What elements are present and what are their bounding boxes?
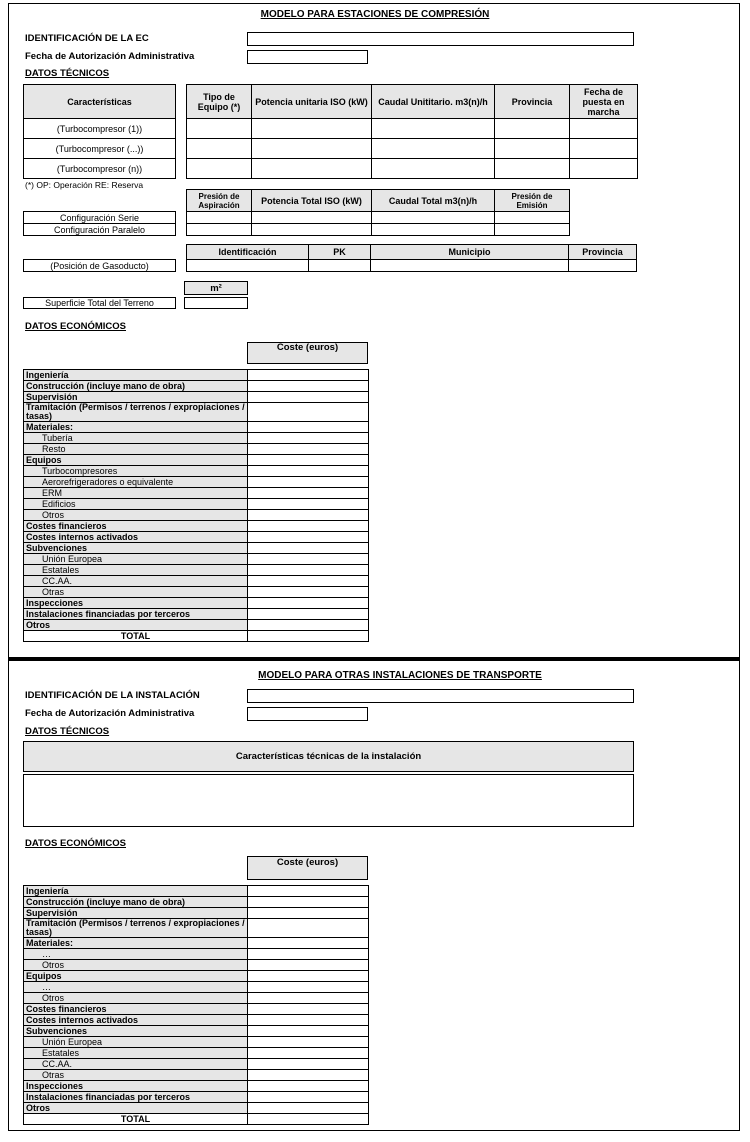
- cost-value-cell[interactable]: [248, 466, 369, 477]
- header-provincia: Provincia: [495, 85, 570, 119]
- cost-value-cell[interactable]: [248, 960, 369, 971]
- turbo-cell[interactable]: [570, 139, 638, 159]
- ec-datos-tecnicos: DATOS TÉCNICOS: [25, 68, 110, 79]
- cost-row-label: Otros: [24, 960, 248, 971]
- cost-value-cell[interactable]: [248, 982, 369, 993]
- header-fecha-marcha: Fecha de puesta en marcha: [570, 85, 638, 119]
- cost-row: [24, 392, 369, 403]
- cost-row-label: Tramitación (Permisos / terrenos / expropiaciones / tasas): [24, 403, 248, 422]
- turbo-cell[interactable]: [570, 159, 638, 179]
- ec-coste-header: Coste (euros): [247, 342, 368, 364]
- header-presion-emision: Presión de Emisión: [495, 190, 570, 212]
- header-potencia-total: Potencia Total ISO (kW): [252, 190, 372, 212]
- cost-row: [24, 1103, 369, 1114]
- turbo-cell[interactable]: [495, 159, 570, 179]
- header-municipio: Municipio: [371, 245, 569, 260]
- turbo-cell[interactable]: [187, 119, 252, 139]
- cost-row: [24, 1114, 369, 1125]
- cost-value-cell[interactable]: [248, 631, 369, 642]
- cost-value-cell[interactable]: [248, 444, 369, 455]
- posicion-gasoducto-label: (Posición de Gasoducto): [24, 260, 176, 272]
- cost-row: [24, 433, 369, 444]
- cost-value-cell[interactable]: [248, 543, 369, 554]
- cost-row-label: Equipos: [24, 455, 248, 466]
- cost-row: [24, 609, 369, 620]
- turbo-cell[interactable]: [252, 139, 372, 159]
- cost-value-cell[interactable]: [248, 1004, 369, 1015]
- ec-tech-table: [23, 84, 638, 179]
- cost-value-cell[interactable]: [248, 1026, 369, 1037]
- cost-value-cell[interactable]: [248, 403, 369, 422]
- cost-row-label: Instalaciones financiadas por terceros: [24, 609, 248, 620]
- cost-value-cell[interactable]: [248, 510, 369, 521]
- config-cell[interactable]: [372, 224, 495, 236]
- cost-row-label: TOTAL: [24, 1114, 248, 1125]
- header-tipo-equipo: Tipo de Equipo (*): [187, 85, 252, 119]
- cost-row: [24, 1048, 369, 1059]
- cost-row: [24, 1004, 369, 1015]
- cost-row-label: Otros: [24, 620, 248, 631]
- cost-row-label: Inspecciones: [24, 1081, 248, 1092]
- turbo-cell[interactable]: [252, 159, 372, 179]
- turbo-cell[interactable]: [495, 119, 570, 139]
- config-serie-label: Configuración Serie: [24, 212, 176, 224]
- cost-row: [24, 938, 369, 949]
- cost-value-cell[interactable]: [248, 1103, 369, 1114]
- cost-row-label: Edificios: [24, 499, 248, 510]
- position-cell[interactable]: [569, 260, 637, 272]
- cost-row-label: Otras: [24, 587, 248, 598]
- cost-row-label: Materiales:: [24, 938, 248, 949]
- ec-config-table: [23, 189, 570, 236]
- cost-value-cell[interactable]: [248, 886, 369, 897]
- cost-value-cell[interactable]: [248, 1092, 369, 1103]
- header-presion-aspiracion: Presión de Aspiración: [187, 190, 252, 212]
- config-cell[interactable]: [372, 212, 495, 224]
- cost-value-cell[interactable]: [248, 565, 369, 576]
- cost-value-cell[interactable]: [248, 971, 369, 982]
- position-cell[interactable]: [371, 260, 569, 272]
- cost-row-label: Inspecciones: [24, 598, 248, 609]
- otras-coste-header: Coste (euros): [247, 856, 368, 880]
- otras-datos-tecnicos: DATOS TÉCNICOS: [25, 726, 110, 737]
- cost-row: [24, 993, 369, 1004]
- otras-caracteristicas-header: Características técnicas de la instalación: [23, 741, 634, 772]
- cost-row-label: CC.AA.: [24, 576, 248, 587]
- cost-row-label: CC.AA.: [24, 1059, 248, 1070]
- cost-value-cell[interactable]: [248, 521, 369, 532]
- cost-row: [24, 455, 369, 466]
- cost-row-label: ERM: [24, 488, 248, 499]
- turbo-cell[interactable]: [372, 159, 495, 179]
- ec-title: MODELO PARA ESTACIONES DE COMPRESIÓN: [260, 9, 490, 20]
- cost-row: [24, 1026, 369, 1037]
- cost-row: [24, 908, 369, 919]
- cost-value-cell[interactable]: [248, 1070, 369, 1081]
- cost-value-cell[interactable]: [248, 1037, 369, 1048]
- otras-fecha-label: Fecha de Autorización Administrativa: [25, 708, 195, 719]
- cost-row-label: Equipos: [24, 971, 248, 982]
- cost-row-label: Unión Europea: [24, 554, 248, 565]
- cost-row-label: Aerorefrigeradores o equivalente: [24, 477, 248, 488]
- cost-row: [24, 1081, 369, 1092]
- cost-value-cell[interactable]: [248, 587, 369, 598]
- cost-row: [24, 576, 369, 587]
- ec-id-input[interactable]: [247, 32, 634, 46]
- cost-row-label: Otros: [24, 1103, 248, 1114]
- cost-row-label: Materiales:: [24, 422, 248, 433]
- ec-position-table: [23, 244, 637, 272]
- superficie-label: Superficie Total del Terreno: [23, 297, 176, 309]
- cost-row: [24, 532, 369, 543]
- cost-row-label: Subvenciones: [24, 543, 248, 554]
- cost-row: [24, 949, 369, 960]
- cost-row-label: Tramitación (Permisos / terrenos / expropiaciones / tasas): [24, 919, 248, 938]
- cost-row-label: …: [24, 949, 248, 960]
- ec-id-label: IDENTIFICACIÓN DE LA EC: [25, 33, 149, 44]
- cost-value-cell[interactable]: [248, 370, 369, 381]
- cost-row-label: …: [24, 982, 248, 993]
- cost-value-cell[interactable]: [248, 993, 369, 1004]
- cost-row: [24, 960, 369, 971]
- header-identificacion: Identificación: [187, 245, 309, 260]
- cost-row: [24, 1037, 369, 1048]
- turbo-cell[interactable]: [187, 139, 252, 159]
- cost-value-cell[interactable]: [248, 576, 369, 587]
- cost-row-label: Otras: [24, 1070, 248, 1081]
- cost-row: [24, 488, 369, 499]
- cost-row-label: Ingeniería: [24, 370, 248, 381]
- header-m2: m²: [184, 281, 248, 295]
- otras-cost-table: [23, 885, 369, 1125]
- otras-fecha-input[interactable]: [247, 707, 368, 721]
- cost-row-label: Estatales: [24, 565, 248, 576]
- cost-value-cell[interactable]: [248, 554, 369, 565]
- cost-row-label: Unión Europea: [24, 1037, 248, 1048]
- turbo-cell[interactable]: [495, 139, 570, 159]
- cost-row-label: Costes financieros: [24, 521, 248, 532]
- cost-value-cell[interactable]: [248, 1059, 369, 1070]
- config-cell[interactable]: [252, 224, 372, 236]
- ec-fecha-input[interactable]: [247, 50, 368, 64]
- ec-cost-table: [23, 369, 369, 642]
- turbo-row-label: (Turbocompresor (n)): [24, 159, 176, 179]
- cost-row: [24, 587, 369, 598]
- cost-row: [24, 598, 369, 609]
- cost-value-cell[interactable]: [248, 949, 369, 960]
- cost-value-cell[interactable]: [248, 1114, 369, 1125]
- cost-value-cell[interactable]: [248, 1048, 369, 1059]
- turbo-cell[interactable]: [372, 119, 495, 139]
- cost-value-cell[interactable]: [248, 488, 369, 499]
- section-divider: [8, 658, 740, 660]
- cost-value-cell[interactable]: [248, 897, 369, 908]
- position-cell[interactable]: [309, 260, 371, 272]
- cost-value-cell[interactable]: [248, 532, 369, 543]
- config-cell[interactable]: [187, 212, 252, 224]
- cost-row: [24, 554, 369, 565]
- cost-row: [24, 543, 369, 554]
- cost-row-label: Costes internos activados: [24, 1015, 248, 1026]
- cost-row: [24, 477, 369, 488]
- cost-value-cell[interactable]: [248, 908, 369, 919]
- cost-row-label: Costes internos activados: [24, 532, 248, 543]
- cost-row-label: Instalaciones financiadas por terceros: [24, 1092, 248, 1103]
- turbo-cell[interactable]: [372, 139, 495, 159]
- cost-row: [24, 521, 369, 532]
- superficie-input[interactable]: [184, 297, 248, 309]
- cost-row-label: Construcción (incluye mano de obra): [24, 897, 248, 908]
- cost-row: [24, 499, 369, 510]
- header-potencia-unitaria: Potencia unitaria ISO (kW): [252, 85, 372, 119]
- cost-value-cell[interactable]: [248, 422, 369, 433]
- cost-row: [24, 1059, 369, 1070]
- cost-row: [24, 403, 369, 422]
- cost-value-cell[interactable]: [248, 938, 369, 949]
- cost-value-cell[interactable]: [248, 477, 369, 488]
- turbo-row-label: (Turbocompresor (...)): [24, 139, 176, 159]
- header-pk: PK: [309, 245, 371, 260]
- cost-value-cell[interactable]: [248, 598, 369, 609]
- cost-row-label: Resto: [24, 444, 248, 455]
- cost-row-label: Costes financieros: [24, 1004, 248, 1015]
- turbo-row-label: (Turbocompresor (1)): [24, 119, 176, 139]
- header-caracteristicas: Características: [24, 85, 176, 119]
- header-caudal-total: Caudal Total m3(n)/h: [372, 190, 495, 212]
- cost-row: [24, 982, 369, 993]
- otras-id-input[interactable]: [247, 689, 634, 703]
- cost-row: [24, 971, 369, 982]
- cost-value-cell[interactable]: [248, 381, 369, 392]
- header-caudal-unitario: Caudal Unititario. m3(n)/h: [372, 85, 495, 119]
- cost-value-cell[interactable]: [248, 433, 369, 444]
- cost-row-label: Construcción (incluye mano de obra): [24, 381, 248, 392]
- cost-row: [24, 466, 369, 477]
- config-cell[interactable]: [252, 212, 372, 224]
- cost-value-cell[interactable]: [248, 455, 369, 466]
- cost-row: [24, 444, 369, 455]
- cost-value-cell[interactable]: [248, 919, 369, 938]
- otras-caracteristicas-textarea[interactable]: [23, 774, 634, 827]
- cost-row: [24, 1092, 369, 1103]
- cost-row-label: Supervisión: [24, 908, 248, 919]
- otras-title: MODELO PARA OTRAS INSTALACIONES DE TRANSPORTE: [258, 670, 542, 681]
- config-cell[interactable]: [495, 224, 570, 236]
- ec-tipo-note: (*) OP: Operación RE: Reserva: [25, 180, 144, 190]
- cost-row-label: Otros: [24, 993, 248, 1004]
- cost-row: [24, 1070, 369, 1081]
- turbo-cell[interactable]: [187, 159, 252, 179]
- cost-row: [24, 381, 369, 392]
- cost-row: [24, 422, 369, 433]
- cost-row: [24, 620, 369, 631]
- cost-row: [24, 631, 369, 642]
- cost-row-label: Supervisión: [24, 392, 248, 403]
- otras-datos-economicos: DATOS ECONÓMICOS: [25, 838, 126, 849]
- otras-id-label: IDENTIFICACIÓN DE LA INSTALACIÓN: [25, 690, 200, 701]
- cost-row: [24, 897, 369, 908]
- cost-row-label: Ingeniería: [24, 886, 248, 897]
- turbo-cell[interactable]: [570, 119, 638, 139]
- cost-row: [24, 919, 369, 938]
- config-cell[interactable]: [187, 224, 252, 236]
- config-cell[interactable]: [495, 212, 570, 224]
- cost-row: [24, 370, 369, 381]
- config-paralelo-label: Configuración Paralelo: [24, 224, 176, 236]
- cost-row: [24, 886, 369, 897]
- header-provincia-pos: Provincia: [569, 245, 637, 260]
- cost-row-label: Estatales: [24, 1048, 248, 1059]
- cost-value-cell[interactable]: [248, 499, 369, 510]
- cost-value-cell[interactable]: [248, 1015, 369, 1026]
- cost-row-label: Subvenciones: [24, 1026, 248, 1037]
- cost-value-cell[interactable]: [248, 609, 369, 620]
- cost-row-label: Turbocompresores: [24, 466, 248, 477]
- ec-datos-economicos: DATOS ECONÓMICOS: [25, 321, 126, 332]
- cost-row-label: Tubería: [24, 433, 248, 444]
- cost-row: [24, 565, 369, 576]
- ec-fecha-label: Fecha de Autorización Administrativa: [25, 51, 195, 62]
- turbo-cell[interactable]: [252, 119, 372, 139]
- cost-row-label: TOTAL: [24, 631, 248, 642]
- position-cell[interactable]: [187, 260, 309, 272]
- cost-row: [24, 510, 369, 521]
- cost-row: [24, 1015, 369, 1026]
- cost-value-cell[interactable]: [248, 620, 369, 631]
- cost-row-label: Otros: [24, 510, 248, 521]
- cost-value-cell[interactable]: [248, 1081, 369, 1092]
- cost-value-cell[interactable]: [248, 392, 369, 403]
